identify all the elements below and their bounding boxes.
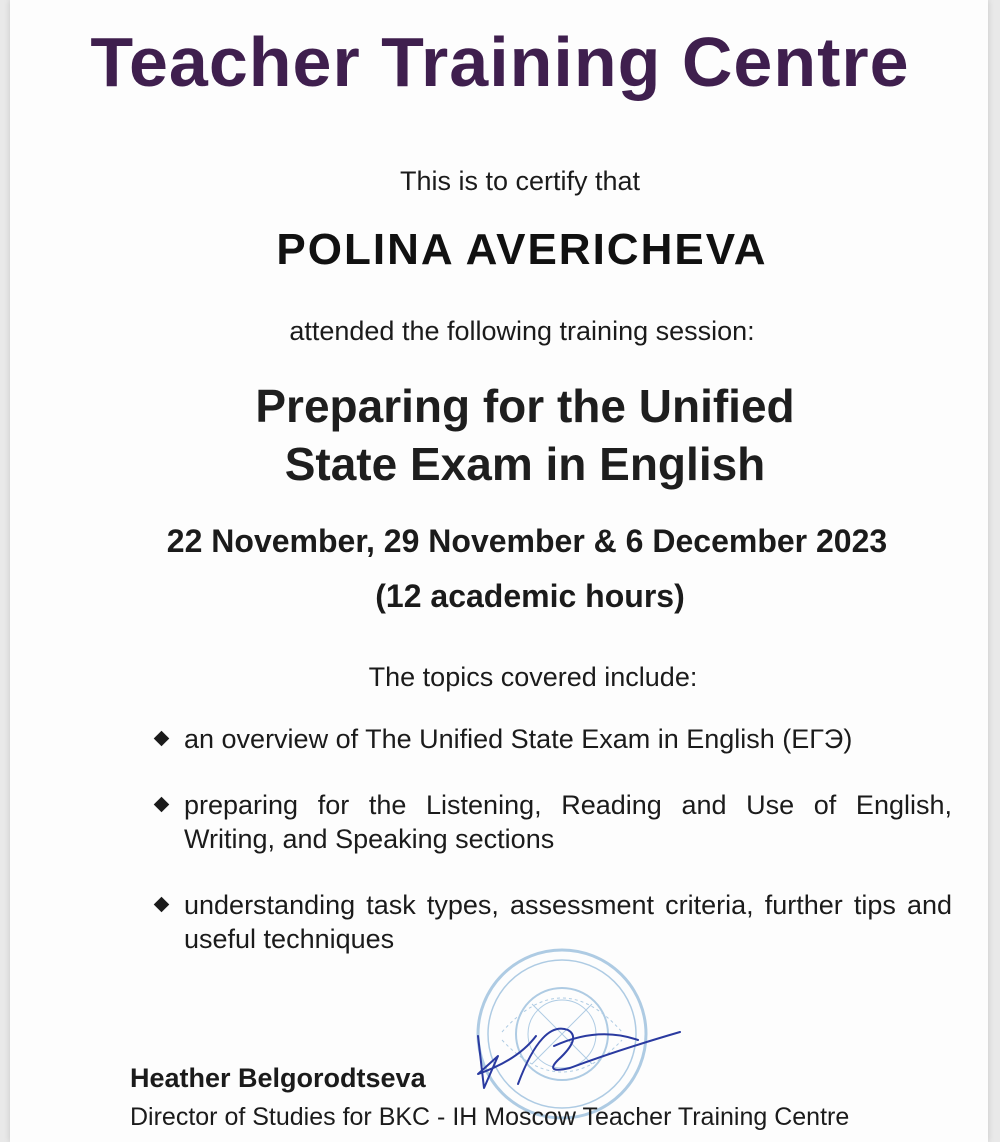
diamond-bullet-icon: [154, 897, 170, 913]
topics-intro: The topics covered include:: [368, 662, 698, 692]
certificate-title: Teacher Training Centre: [90, 23, 910, 101]
course-title-line-2: State Exam in English: [284, 438, 766, 490]
certify-text: This is to certify that: [399, 166, 641, 196]
diamond-bullet-icon: [154, 731, 170, 747]
course-title-line-1: Preparing for the Unified: [255, 380, 795, 432]
recipient-name: POLINA AVERICHEVA: [276, 225, 768, 274]
handwritten-signature: [458, 996, 688, 1106]
signer-name: Heather Belgorodtseva: [130, 1063, 426, 1093]
topic-text: understanding task types, assessment criteria, further tips and useful techniques: [184, 890, 952, 954]
topic-text: preparing for the Listening, Reading and Use of English, Writing, and Speaking sections: [184, 790, 952, 854]
signer-role: Director of Studies for BKC - IH Moscow Teacher Training Centre: [130, 1103, 850, 1131]
diamond-bullet-icon: [154, 797, 170, 813]
topic-item: [152, 722, 952, 756]
session-dates: 22 November, 29 November & 6 December 2023: [166, 523, 888, 559]
topic-text: an overview of The Unified State Exam in English (ЕГЭ): [184, 724, 853, 754]
attended-text: attended the following training session:: [289, 316, 755, 346]
topic-item: [152, 788, 952, 856]
course-title: [0, 377, 1000, 493]
academic-hours: (12 academic hours): [375, 578, 685, 614]
